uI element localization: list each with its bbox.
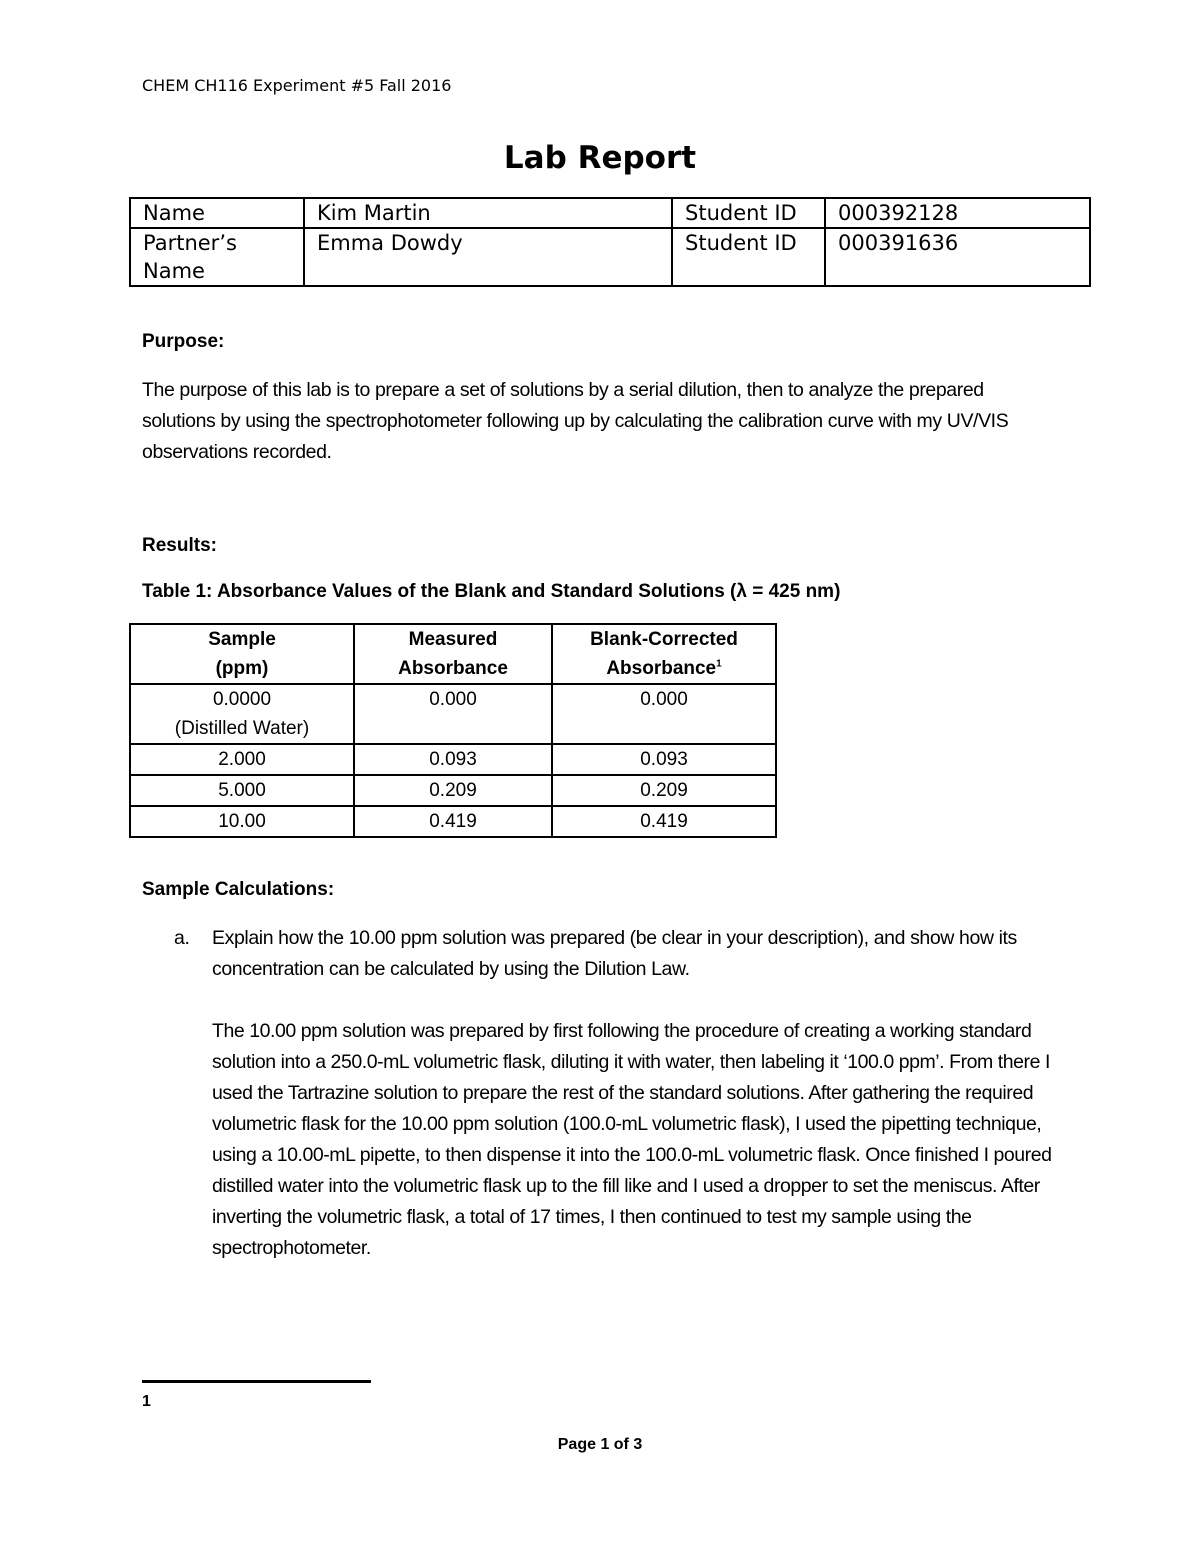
sample-cell: 10.00: [130, 806, 354, 837]
page-number: Page 1 of 3: [557, 1436, 643, 1453]
footnote-ref: 1: [716, 658, 722, 670]
table-row: [130, 228, 1090, 286]
list-marker: a.: [174, 927, 190, 949]
corrected-cell: 0.209: [552, 775, 776, 806]
absorbance-table: [129, 623, 777, 838]
measured-cell: 0.419: [354, 806, 552, 837]
partner-name: Emma Dowdy: [304, 228, 672, 286]
corrected-cell: 0.093: [552, 744, 776, 775]
measured-cell: 0.000: [354, 684, 552, 744]
partner-name-label: Partner’s Name: [130, 228, 304, 286]
document-header: CHEM CH116 Experiment #5 Fall 2016: [142, 76, 452, 95]
measured-cell: 0.093: [354, 744, 552, 775]
footnote-separator: [142, 1380, 371, 1383]
column-header-corrected: Blank-Corrected Absorbance$^1$: [552, 624, 776, 684]
partner-id-label: Student ID: [672, 228, 825, 286]
table-caption: Table 1: Absorbance Values of the Blank and Standard Solutions (λ = 425 nm): [142, 581, 841, 602]
answer-text: The 10.00 ppm solution was prepared by first following the procedure of creating a working standard solution into a 250.0-mL volumetric flask, diluting it with water, then labeling it ‘100.0 ppm’. From there I used the Tartrazine solution to prepare the rest of the standard solutions. After gathering the required volumetric flask for the 10.00 ppm solution (100.0-mL volumetric flask), I used the pipetting technique, using a 10.00-mL pipette, to then dispense it into the 100.0-mL volumetric flask. Once finished I poured distilled water into the volumetric flask up to the fill like and I used a dropper to set the meniscus. After inverting the volumetric flask, a total of 17 times, I then continued to test my sample using the spectrophotometer.: [212, 1020, 1052, 1259]
footnote-number: 1: [142, 1393, 151, 1410]
results-heading: Results:: [142, 535, 217, 556]
purpose-heading: Purpose:: [142, 331, 225, 352]
sample-calculations-heading: Sample Calculations:: [142, 879, 335, 900]
table-header-row: [130, 624, 776, 684]
column-header-sample: Sample (ppm): [130, 624, 354, 684]
measured-cell: 0.209: [354, 775, 552, 806]
sample-cell: 5.000: [130, 775, 354, 806]
purpose-text: The purpose of this lab is to prepare a set of solutions by a serial dilution, then to analyze the prepared solutions by using the spectrophotometer following up by calculating the calibration curve with my UV/VIS observations recorded.: [142, 379, 1009, 463]
name-label: Name: [130, 198, 304, 228]
page-title: Lab Report: [503, 140, 697, 176]
table-row: [130, 806, 776, 837]
table-row: [130, 198, 1090, 228]
table-row: [130, 684, 776, 744]
table-row: [130, 744, 776, 775]
question-text: Explain how the 10.00 ppm solution was prepared (be clear in your description), and show how its concentration can be calculated by using the Dilution Law.: [212, 927, 1017, 980]
column-header-measured: Measured Absorbance: [354, 624, 552, 684]
student-id-label: Student ID: [672, 198, 825, 228]
corrected-cell: 0.419: [552, 806, 776, 837]
table-row: [130, 775, 776, 806]
student-info-table: [129, 197, 1091, 287]
student-name: Kim Martin: [304, 198, 672, 228]
corrected-cell: 0.000: [552, 684, 776, 744]
sample-cell: 0.0000 (Distilled Water): [130, 684, 354, 744]
student-id-value: 000392128: [825, 198, 1090, 228]
partner-id-value: 000391636: [825, 228, 1090, 286]
sample-cell: 2.000: [130, 744, 354, 775]
